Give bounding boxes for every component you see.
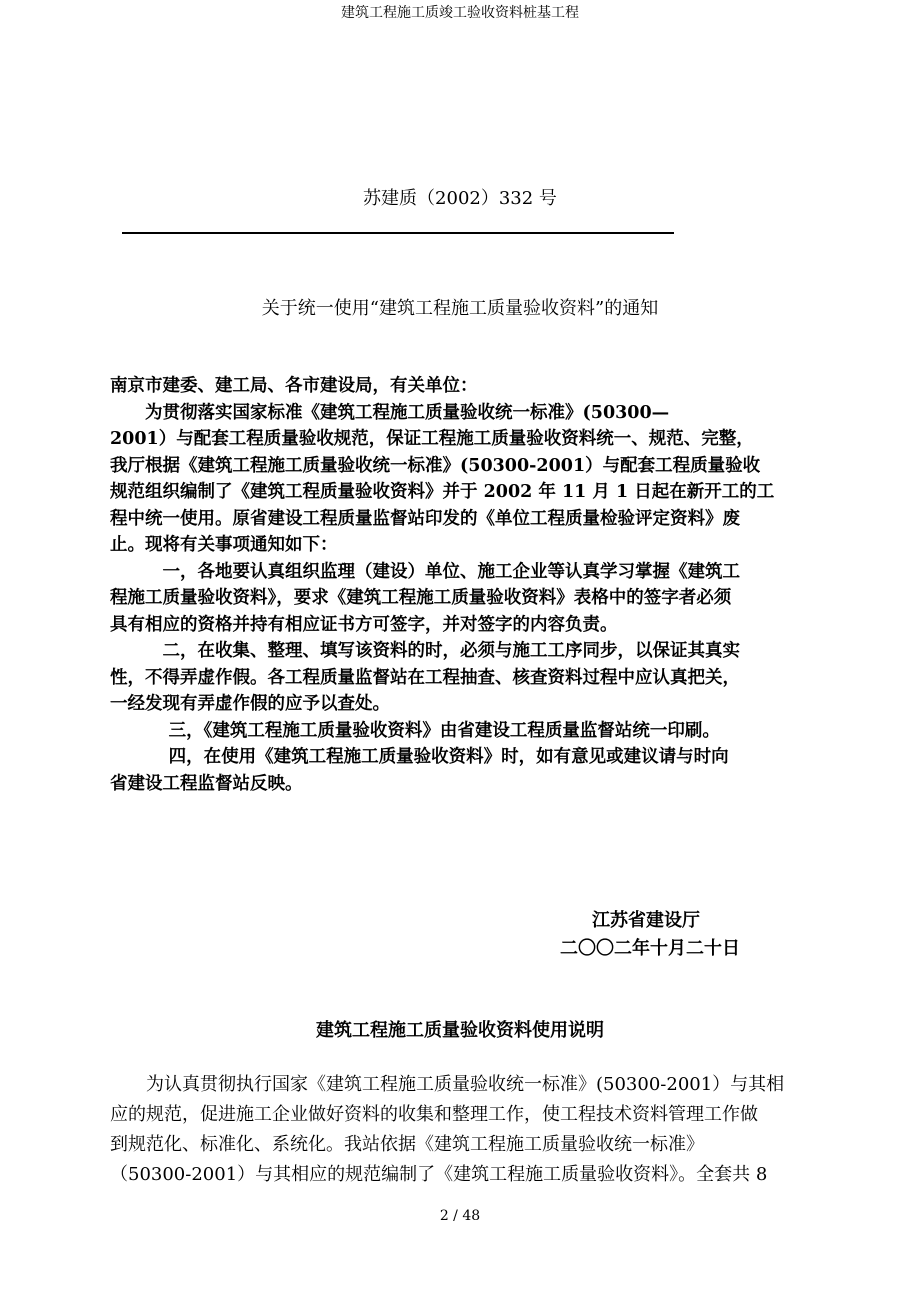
- notice-line: 止。现将有关事项通知如下：: [110, 535, 338, 555]
- intro-paragraph: [110, 1070, 840, 1190]
- intro-line: （50300-2001）与其相应的规范编制了《建筑工程施工质量验收资料》。全套共 8: [110, 1164, 768, 1185]
- signature-org: 江苏省建设厅: [592, 910, 700, 931]
- signature-date: 二〇〇二年十月二十日: [560, 938, 740, 959]
- notice-line: 一经发现有弄虚作假的应予以查处。: [110, 694, 390, 714]
- notice-line: 南京市建委、建工局、各市建设局，有关单位：: [110, 376, 478, 396]
- notice-line: 四，在使用《建筑工程施工质量验收资料》时，如有意见或建议请与时向: [110, 747, 729, 767]
- document-number: 苏建质（2002）332 号: [363, 188, 557, 209]
- notice-line: 2001）与配套工程质量验收规范，保证工程施工质量验收资料统一、规范、完整，: [110, 429, 754, 449]
- notice-line: 性，不得弄虚作假。各工程质量监督站在工程抽查、核查资料过程中应认真把关，: [110, 667, 740, 688]
- notice-line: 具有相应的资格并持有相应证书方可签字，并对签字的内容负责。: [110, 614, 618, 635]
- section-title: 建筑工程施工质量验收资料使用说明: [316, 1020, 604, 1041]
- notice-line: 二，在收集、整理、填写该资料的时，必须与施工工序同步，以保证其真实: [110, 641, 740, 661]
- intro-line: 为认真贯彻执行国家《建筑工程施工质量验收统一标准》(50300-2001）与其相: [110, 1074, 785, 1095]
- notice-line: 程施工质量验收资料》，要求《建筑工程施工质量验收资料》表格中的签字者必须: [110, 588, 732, 608]
- header-rule: [122, 232, 674, 234]
- notice-line: 我厅根据《建筑工程施工质量验收统一标准》(50300-2001）与配套工程质量验收: [110, 455, 761, 476]
- notice-body: [110, 373, 840, 797]
- intro-line: 应的规范，促进施工企业做好资料的收集和整理工作，使工程技术资料管理工作做: [110, 1104, 758, 1125]
- notice-line: 三，《建筑工程施工质量验收资料》由省建设工程质量监督站统一印刷。: [110, 720, 720, 741]
- page-number: 2 / 48: [439, 1208, 481, 1224]
- notice-line: 一，各地要认真组织监理（建设）单位、施工企业等认真学习掌握《建筑工: [110, 561, 740, 582]
- notice-line: 省建设工程监督站反映。: [110, 773, 303, 794]
- notice-title: 关于统一使用“建筑工程施工质量验收资料”的通知: [261, 298, 659, 319]
- notice-line: 程中统一使用。原省建设工程质量监督站印发的《单位工程质量检验评定资料》废: [110, 508, 740, 529]
- intro-line: 到规范化、标准化、系统化。我站依据《建筑工程施工质量验收统一标准》: [110, 1134, 704, 1155]
- page-header: 建筑工程施工质竣工验收资料桩基工程: [341, 5, 579, 21]
- notice-line: 规范组织编制了《建筑工程质量验收资料》并于 2002 年 11 月 1 日起在新开工的工: [110, 482, 775, 502]
- notice-line: 为贯彻落实国家标准《建筑工程施工质量验收统一标准》(50300—: [110, 402, 670, 423]
